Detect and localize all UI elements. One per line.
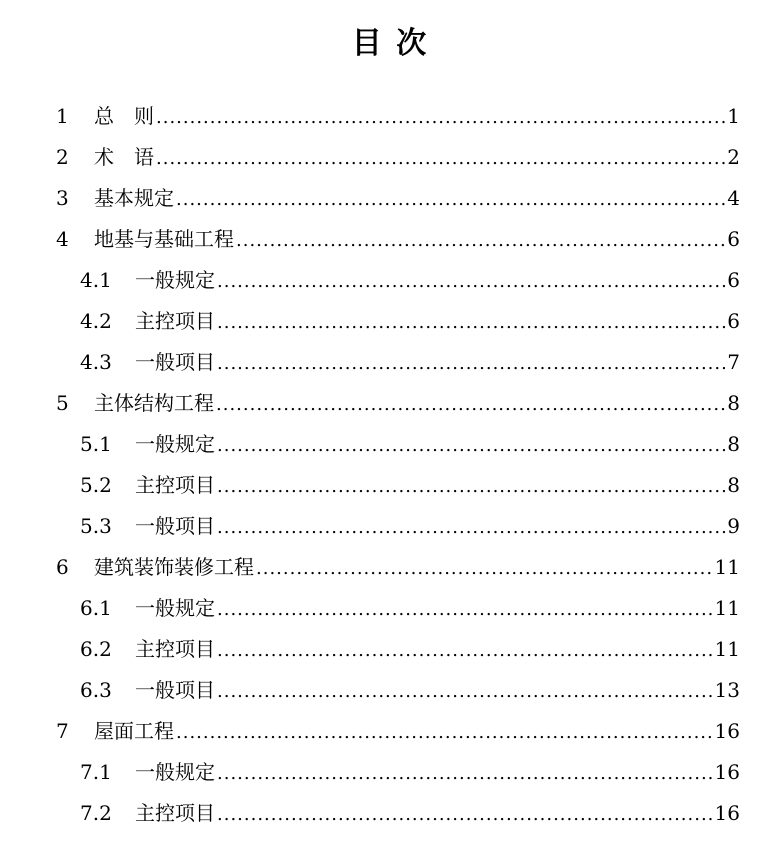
- toc-entry-page-number: 7: [727, 350, 740, 374]
- toc-chapter-entry[interactable]: [56, 383, 740, 424]
- toc-entry-number: 5.2: [80, 473, 112, 497]
- toc-entry-number: 2: [56, 145, 69, 169]
- toc-entry-title: 主控项目: [135, 309, 215, 333]
- toc-dot-leader: [256, 548, 713, 589]
- toc-entry-page-number: 11: [714, 637, 740, 661]
- toc-entry-title: 主控项目: [135, 637, 215, 661]
- page-title: 目 次: [351, 26, 429, 61]
- toc-entry-page-number: 4: [727, 186, 740, 210]
- toc-section-entry[interactable]: [56, 670, 740, 711]
- toc-entry-number: 7.2: [80, 801, 112, 825]
- toc-dot-leader: [217, 466, 725, 507]
- toc-chapter-entry[interactable]: [56, 547, 740, 588]
- toc-entry-number: 6.1: [80, 596, 112, 620]
- toc-entry-title: 一般项目: [135, 350, 215, 374]
- toc-entry-title: 建筑装饰装修工程: [94, 555, 254, 579]
- toc-entry-page-number: 8: [727, 432, 740, 456]
- toc-chapter-entry[interactable]: [56, 137, 740, 178]
- toc-entry-number: 7: [56, 719, 69, 743]
- toc-entry-title: 术 语: [94, 145, 154, 169]
- toc-entry-number: 5.3: [80, 514, 112, 538]
- toc-dot-leader: [217, 261, 725, 302]
- toc-dot-leader: [156, 138, 725, 179]
- toc-entry-number: 7.1: [80, 760, 112, 784]
- toc-entry-number: 3: [56, 186, 69, 210]
- toc-dot-leader: [217, 343, 725, 384]
- toc-entry-number: 5.1: [80, 432, 112, 456]
- toc-entry-page-number: 8: [727, 473, 740, 497]
- toc-entry-title: 主控项目: [135, 473, 215, 497]
- toc-section-entry[interactable]: [56, 465, 740, 506]
- toc-entry-page-number: 2: [727, 145, 740, 169]
- toc-chapter-entry[interactable]: [56, 711, 740, 752]
- toc-section-entry[interactable]: [56, 793, 740, 834]
- toc-chapter-entry[interactable]: [56, 178, 740, 219]
- toc-entry-page-number: 11: [714, 555, 740, 579]
- toc-section-entry[interactable]: [56, 752, 740, 793]
- toc-entry-page-number: 6: [727, 309, 740, 333]
- toc-entry-page-number: 11: [714, 596, 740, 620]
- toc-entry-title: 总 则: [94, 104, 154, 128]
- toc-dot-leader: [236, 220, 725, 261]
- toc-entry-number: 4.2: [80, 309, 112, 333]
- toc-dot-leader: [156, 97, 725, 138]
- toc-entry-page-number: 16: [714, 801, 740, 825]
- toc-entry-title: 主控项目: [135, 801, 215, 825]
- toc-dot-leader: [217, 507, 725, 548]
- table-of-contents: [56, 96, 740, 834]
- toc-entry-number: 1: [56, 104, 69, 128]
- toc-dot-leader: [216, 384, 725, 425]
- toc-dot-leader: [176, 712, 713, 753]
- toc-entry-title: 一般规定: [135, 596, 215, 620]
- toc-dot-leader: [217, 425, 725, 466]
- toc-entry-page-number: 6: [727, 227, 740, 251]
- toc-entry-page-number: 6: [727, 268, 740, 292]
- toc-dot-leader: [217, 794, 713, 835]
- toc-dot-leader: [217, 630, 713, 671]
- toc-entry-title: 基本规定: [94, 186, 174, 210]
- toc-entry-page-number: 9: [727, 514, 740, 538]
- toc-section-entry[interactable]: [56, 506, 740, 547]
- toc-section-entry[interactable]: [56, 301, 740, 342]
- toc-entry-number: 6.2: [80, 637, 112, 661]
- toc-entry-title: 一般规定: [135, 432, 215, 456]
- toc-entry-title: 主体结构工程: [94, 391, 214, 415]
- toc-entry-page-number: 1: [727, 104, 740, 128]
- toc-dot-leader: [217, 302, 725, 343]
- toc-section-entry[interactable]: [56, 342, 740, 383]
- toc-entry-number: 5: [56, 391, 69, 415]
- toc-entry-title: 一般项目: [135, 514, 215, 538]
- toc-entry-page-number: 16: [714, 719, 740, 743]
- toc-dot-leader: [217, 671, 713, 712]
- toc-dot-leader: [217, 753, 713, 794]
- toc-entry-number: 6.3: [80, 678, 112, 702]
- toc-entry-title: 地基与基础工程: [94, 227, 234, 251]
- toc-section-entry[interactable]: [56, 424, 740, 465]
- toc-chapter-entry[interactable]: [56, 219, 740, 260]
- toc-entry-number: 4: [56, 227, 69, 251]
- toc-entry-number: 4.1: [80, 268, 112, 292]
- toc-entry-number: 4.3: [80, 350, 112, 374]
- toc-entry-title: 屋面工程: [94, 719, 174, 743]
- toc-entry-page-number: 13: [714, 678, 740, 702]
- toc-entry-page-number: 16: [714, 760, 740, 784]
- toc-entry-title: 一般项目: [135, 678, 215, 702]
- toc-entry-page-number: 8: [727, 391, 740, 415]
- toc-section-entry[interactable]: [56, 629, 740, 670]
- toc-section-entry[interactable]: [56, 260, 740, 301]
- toc-dot-leader: [217, 589, 713, 630]
- toc-entry-title: 一般规定: [135, 760, 215, 784]
- toc-entry-number: 6: [56, 555, 69, 579]
- toc-dot-leader: [176, 179, 725, 220]
- toc-entry-title: 一般规定: [135, 268, 215, 292]
- toc-chapter-entry[interactable]: [56, 96, 740, 137]
- toc-section-entry[interactable]: [56, 588, 740, 629]
